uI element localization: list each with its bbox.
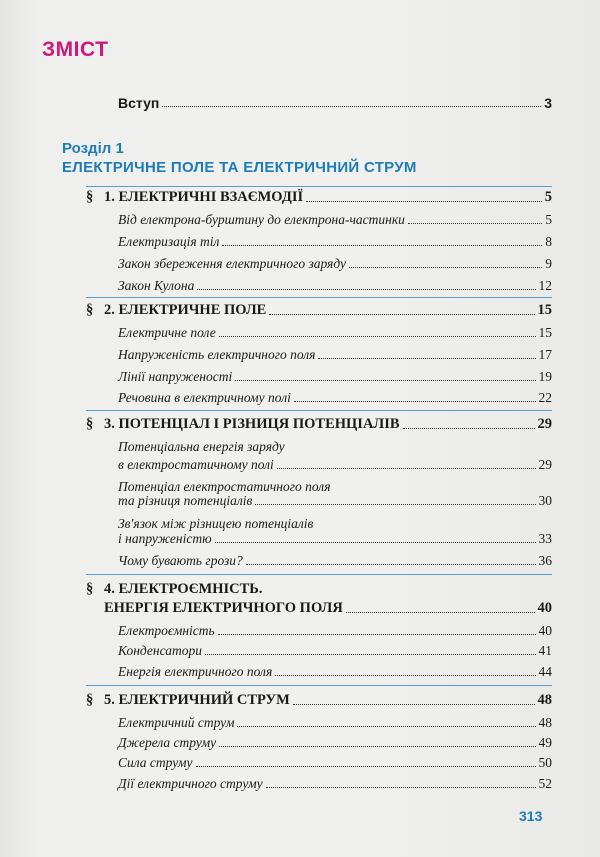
toc-entry bbox=[118, 643, 552, 659]
entry-label: Речовина в електричному полі bbox=[118, 390, 291, 405]
leader-dots bbox=[205, 654, 536, 655]
entry-page: 40 bbox=[538, 623, 552, 638]
toc-entry bbox=[118, 256, 552, 272]
section-sign: § bbox=[86, 416, 94, 432]
entry-label: Електричний струм bbox=[118, 715, 235, 730]
entry-label: Електричне поле bbox=[118, 325, 216, 340]
toc-entry bbox=[118, 755, 552, 771]
toc-entry bbox=[118, 623, 552, 639]
toc-entry bbox=[118, 735, 552, 751]
page-number: 313 bbox=[519, 808, 543, 824]
chapter-number: Розділ 1 bbox=[62, 140, 124, 157]
entry-label: Від електрона-бурштину до електрона-частинки bbox=[118, 212, 405, 227]
entry-page: 50 bbox=[538, 755, 552, 770]
leader-dots bbox=[277, 468, 536, 469]
section-divider bbox=[86, 297, 552, 298]
leader-dots bbox=[349, 267, 542, 268]
entry-label: Чому бувають грози? bbox=[118, 553, 243, 568]
entry-label: Лінії напруженості bbox=[118, 369, 233, 384]
leader-dots bbox=[275, 675, 535, 676]
toc-section-3 bbox=[86, 416, 552, 433]
entry-page: 8 bbox=[545, 234, 552, 249]
entry-page: 12 bbox=[538, 278, 552, 293]
section-page: 5 bbox=[544, 189, 552, 205]
leader-dots bbox=[306, 201, 542, 202]
section-page: 29 bbox=[537, 416, 552, 432]
toc-entry bbox=[118, 664, 552, 680]
entry-label-line1: Потенціальна енергія заряду bbox=[118, 439, 285, 454]
entry-page: 15 bbox=[538, 325, 552, 340]
entry-page: 41 bbox=[538, 643, 552, 658]
entry-label: Вступ bbox=[118, 95, 160, 111]
entry-label: та різниця потенціалів bbox=[118, 493, 253, 508]
leader-dots bbox=[215, 542, 536, 543]
toc-entry bbox=[118, 493, 552, 509]
entry-page: 33 bbox=[538, 531, 552, 546]
entry-page: 48 bbox=[538, 715, 552, 730]
toc-entry bbox=[118, 715, 552, 731]
section-divider bbox=[86, 574, 552, 575]
leader-dots bbox=[196, 766, 536, 767]
toc-entry bbox=[118, 278, 552, 294]
leader-dots bbox=[235, 380, 535, 381]
toc-entry-intro bbox=[118, 95, 552, 111]
leader-dots bbox=[162, 106, 541, 107]
entry-label-line1: Потенціал електростатичного поля bbox=[118, 479, 331, 494]
entry-page: 9 bbox=[545, 256, 552, 271]
entry-label: Електроємність bbox=[118, 623, 215, 638]
entry-label: Сила струму bbox=[118, 755, 193, 770]
entry-page: 44 bbox=[538, 664, 552, 679]
entry-label-line1: Зв'язок між різницею потенціалів bbox=[118, 516, 314, 531]
entry-label: Енергія електричного поля bbox=[118, 664, 273, 679]
section-divider bbox=[86, 186, 552, 187]
entry-label: Закон збереження електричного заряду bbox=[118, 256, 346, 271]
leader-dots bbox=[218, 634, 536, 635]
section-title: ЕНЕРГІЯ ЕЛЕКТРИЧНОГО ПОЛЯ bbox=[104, 600, 343, 616]
leader-dots bbox=[408, 223, 542, 224]
entry-page: 49 bbox=[538, 735, 552, 750]
toc-entry bbox=[118, 553, 552, 569]
leader-dots bbox=[246, 564, 536, 565]
section-title-line1 bbox=[86, 581, 263, 598]
toc-title: ЗМІСТ bbox=[42, 38, 109, 61]
toc-entry bbox=[118, 457, 552, 473]
toc-entry bbox=[118, 234, 552, 250]
section-sign: § bbox=[86, 189, 94, 205]
leader-dots bbox=[255, 504, 535, 505]
entry-page: 30 bbox=[538, 493, 552, 508]
entry-page: 29 bbox=[538, 457, 552, 472]
entry-page: 17 bbox=[538, 347, 552, 362]
entry-label: Закон Кулона bbox=[118, 278, 195, 293]
leader-dots bbox=[403, 428, 535, 429]
section-title: 2. ЕЛЕКТРИЧНЕ ПОЛЕ bbox=[104, 302, 267, 318]
toc-entry bbox=[118, 347, 552, 363]
entry-page: 22 bbox=[538, 390, 552, 405]
section-page: 48 bbox=[537, 692, 552, 708]
chapter-title: ЕЛЕКТРИЧНЕ ПОЛЕ ТА ЕЛЕКТРИЧНИЙ СТРУМ bbox=[62, 159, 417, 176]
toc-entry bbox=[118, 776, 552, 792]
section-sign: § bbox=[86, 692, 94, 708]
entry-label: Конденсатори bbox=[118, 643, 202, 658]
section-title: 4. ЕЛЕКТРОЄМНІСТЬ. bbox=[104, 581, 263, 597]
leader-dots bbox=[266, 787, 536, 788]
leader-dots bbox=[293, 704, 535, 705]
entry-page: 36 bbox=[538, 553, 552, 568]
toc-entry bbox=[118, 325, 552, 341]
toc-entry bbox=[118, 531, 552, 547]
toc-section-5 bbox=[86, 692, 552, 709]
leader-dots bbox=[222, 245, 542, 246]
section-title: 1. ЕЛЕКТРИЧНІ ВЗАЄМОДІЇ bbox=[104, 189, 304, 205]
toc-entry bbox=[118, 390, 552, 406]
entry-label: в електростатичному полі bbox=[118, 457, 274, 472]
entry-label: Напруженість електричного поля bbox=[118, 347, 316, 362]
entry-page: 52 bbox=[538, 776, 552, 791]
section-page: 15 bbox=[537, 302, 552, 318]
entry-label: Електризація тіл bbox=[118, 234, 220, 249]
toc-section-4 bbox=[86, 600, 552, 617]
toc-section-1 bbox=[86, 189, 552, 206]
leader-dots bbox=[219, 336, 536, 337]
entry-page: 19 bbox=[538, 369, 552, 384]
leader-dots bbox=[197, 289, 535, 290]
section-title: 3. ПОТЕНЦІАЛ І РІЗНИЦЯ ПОТЕНЦІАЛІВ bbox=[104, 416, 400, 432]
toc-entry bbox=[118, 212, 552, 228]
entry-label: і напруженістю bbox=[118, 531, 212, 546]
toc-entry bbox=[118, 369, 552, 385]
entry-page: 3 bbox=[544, 95, 552, 111]
toc-section-2 bbox=[86, 302, 552, 319]
section-title: 5. ЕЛЕКТРИЧНИЙ СТРУМ bbox=[104, 692, 290, 708]
leader-dots bbox=[269, 314, 534, 315]
section-page: 40 bbox=[537, 600, 552, 616]
leader-dots bbox=[346, 612, 535, 613]
section-sign: § bbox=[86, 302, 94, 318]
leader-dots bbox=[237, 726, 535, 727]
section-sign: § bbox=[86, 581, 94, 597]
entry-label: Джерела струму bbox=[118, 735, 217, 750]
entry-page: 5 bbox=[545, 212, 552, 227]
leader-dots bbox=[294, 401, 536, 402]
entry-label: Дії електричного струму bbox=[118, 776, 263, 791]
leader-dots bbox=[318, 358, 535, 359]
leader-dots bbox=[219, 746, 535, 747]
section-divider bbox=[86, 685, 552, 686]
section-divider bbox=[86, 410, 552, 411]
